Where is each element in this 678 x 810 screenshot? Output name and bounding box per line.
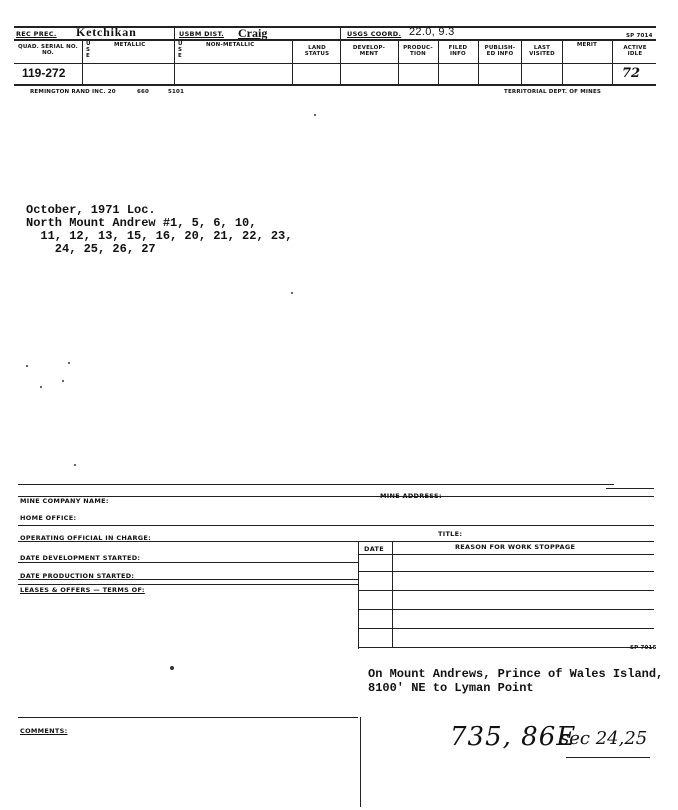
col-sep: [292, 39, 293, 84]
date-development-label: DATE DEVELOPMENT STARTED:: [20, 554, 141, 562]
notes-line-2: North Mount Andrew #1, 5, 6, 10,: [26, 216, 257, 230]
speck: [170, 666, 174, 670]
col-sep: [438, 39, 439, 84]
printer-code-2: 5101: [168, 89, 185, 95]
speck: [74, 464, 76, 466]
handwritten-sections: sec 24,25: [560, 728, 648, 749]
filed-info-label: FILED INFO: [448, 45, 468, 57]
location-line-2: 8100' NE to Lyman Point: [368, 681, 534, 695]
notes-line-4: 24, 25, 26, 27: [26, 242, 156, 256]
col-sep: [612, 39, 613, 84]
speck: [40, 386, 42, 388]
title-label: TITLE:: [438, 530, 463, 538]
merit-label: MERIT: [576, 42, 598, 48]
col-sep: [340, 39, 341, 84]
metallic-label: METALLIC: [114, 42, 146, 48]
usbm-dist-label: USBM DIST.: [179, 30, 225, 38]
usbm-dist-value: Craig: [238, 26, 268, 40]
production-label: PRODUC-TION: [403, 45, 433, 57]
printer-imprint: REMINGTON RAND INC. 20: [30, 89, 116, 95]
use-label-metallic: U S E: [86, 41, 91, 59]
handwritten-underline: [566, 757, 650, 758]
lower-top-rule: [18, 484, 614, 485]
speck: [291, 292, 293, 294]
rec-prec-label: REC PREC.: [16, 30, 57, 38]
home-office-rule: [18, 525, 654, 526]
stoppage-date-header: DATE: [364, 545, 384, 553]
last-visited-label: LAST VISITED: [529, 45, 555, 57]
stoppage-row-rule: [358, 609, 654, 610]
stoppage-date-sep: [392, 541, 393, 647]
notes-line-1: October, 1971 Loc.: [26, 203, 156, 217]
quad-serial-value: 119-272: [22, 66, 66, 80]
header-sep: [174, 26, 175, 39]
speck: [62, 380, 64, 382]
stoppage-reason-header: REASON FOR WORK STOPPAGE: [455, 543, 576, 551]
speck: [314, 114, 316, 116]
rec-prec-value: Ketchikan: [76, 25, 137, 39]
header-sep: [340, 26, 341, 39]
form-code-2: SP 7015: [630, 645, 657, 651]
stoppage-row-rule: [358, 628, 654, 629]
land-status-label: LAND STATUS: [304, 45, 330, 57]
form-code: SP 7014: [626, 33, 653, 39]
quad-serial-label: QUAD. SERIAL NO. NO.: [18, 44, 78, 56]
published-info-label: PUBLISH-ED INFO: [484, 45, 516, 57]
col-sep: [398, 39, 399, 84]
non-metallic-label: NON-METALLIC: [206, 42, 255, 48]
header-bottom-rule: [14, 84, 656, 86]
stoppage-header-rule: [358, 554, 654, 555]
comments-label: COMMENTS:: [20, 727, 68, 735]
mine-company-rule: [18, 496, 654, 497]
stoppage-row-rule: [358, 571, 654, 572]
col-sep: [478, 39, 479, 84]
stoppage-row-rule: [358, 647, 654, 648]
development-label: DEVELOP-MENT: [352, 45, 386, 57]
active-idle-value: 72: [622, 66, 641, 81]
usgs-coord-value: 22.0, 9.3: [409, 26, 455, 38]
comments-rule: [18, 717, 358, 718]
lower-top-rule-right: [606, 488, 654, 489]
notes-line-3: 11, 12, 13, 15, 16, 20, 21, 22, 23,: [26, 229, 293, 243]
speck: [26, 365, 28, 367]
department-label: TERRITORIAL DEPT. OF MINES: [504, 89, 602, 95]
header-value-rule: [14, 63, 656, 64]
leases-label: LEASES & OFFERS — TERMS OF:: [20, 586, 145, 594]
date-production-label: DATE PRODUCTION STARTED:: [20, 572, 135, 580]
speck: [68, 362, 70, 364]
usgs-coord-label: USGS COORD.: [347, 30, 402, 38]
col-sep: [174, 39, 175, 84]
active-idle-label: ACTIVE IDLE: [623, 45, 647, 57]
col-sep: [562, 39, 563, 84]
location-line-1: On Mount Andrews, Prince of Wales Island,: [368, 667, 664, 681]
handwritten-coords: 735, 86E: [450, 722, 577, 752]
stoppage-left-border: [358, 541, 359, 649]
comments-right-border: [360, 717, 361, 807]
date-development-rule: [18, 562, 358, 563]
home-office-label: HOME OFFICE:: [20, 514, 77, 522]
col-sep: [82, 39, 83, 84]
stoppage-row-rule: [358, 590, 654, 591]
use-label-nonmetallic: U S E: [178, 41, 183, 59]
col-sep: [521, 39, 522, 84]
printer-code-1: 660: [137, 89, 150, 95]
mine-address-label: MINE ADDRESS:: [380, 492, 442, 500]
mine-company-label: MINE COMPANY NAME:: [20, 497, 109, 505]
operating-official-label: OPERATING OFFICIAL IN CHARGE:: [20, 534, 152, 542]
leases-rule: [18, 584, 358, 585]
